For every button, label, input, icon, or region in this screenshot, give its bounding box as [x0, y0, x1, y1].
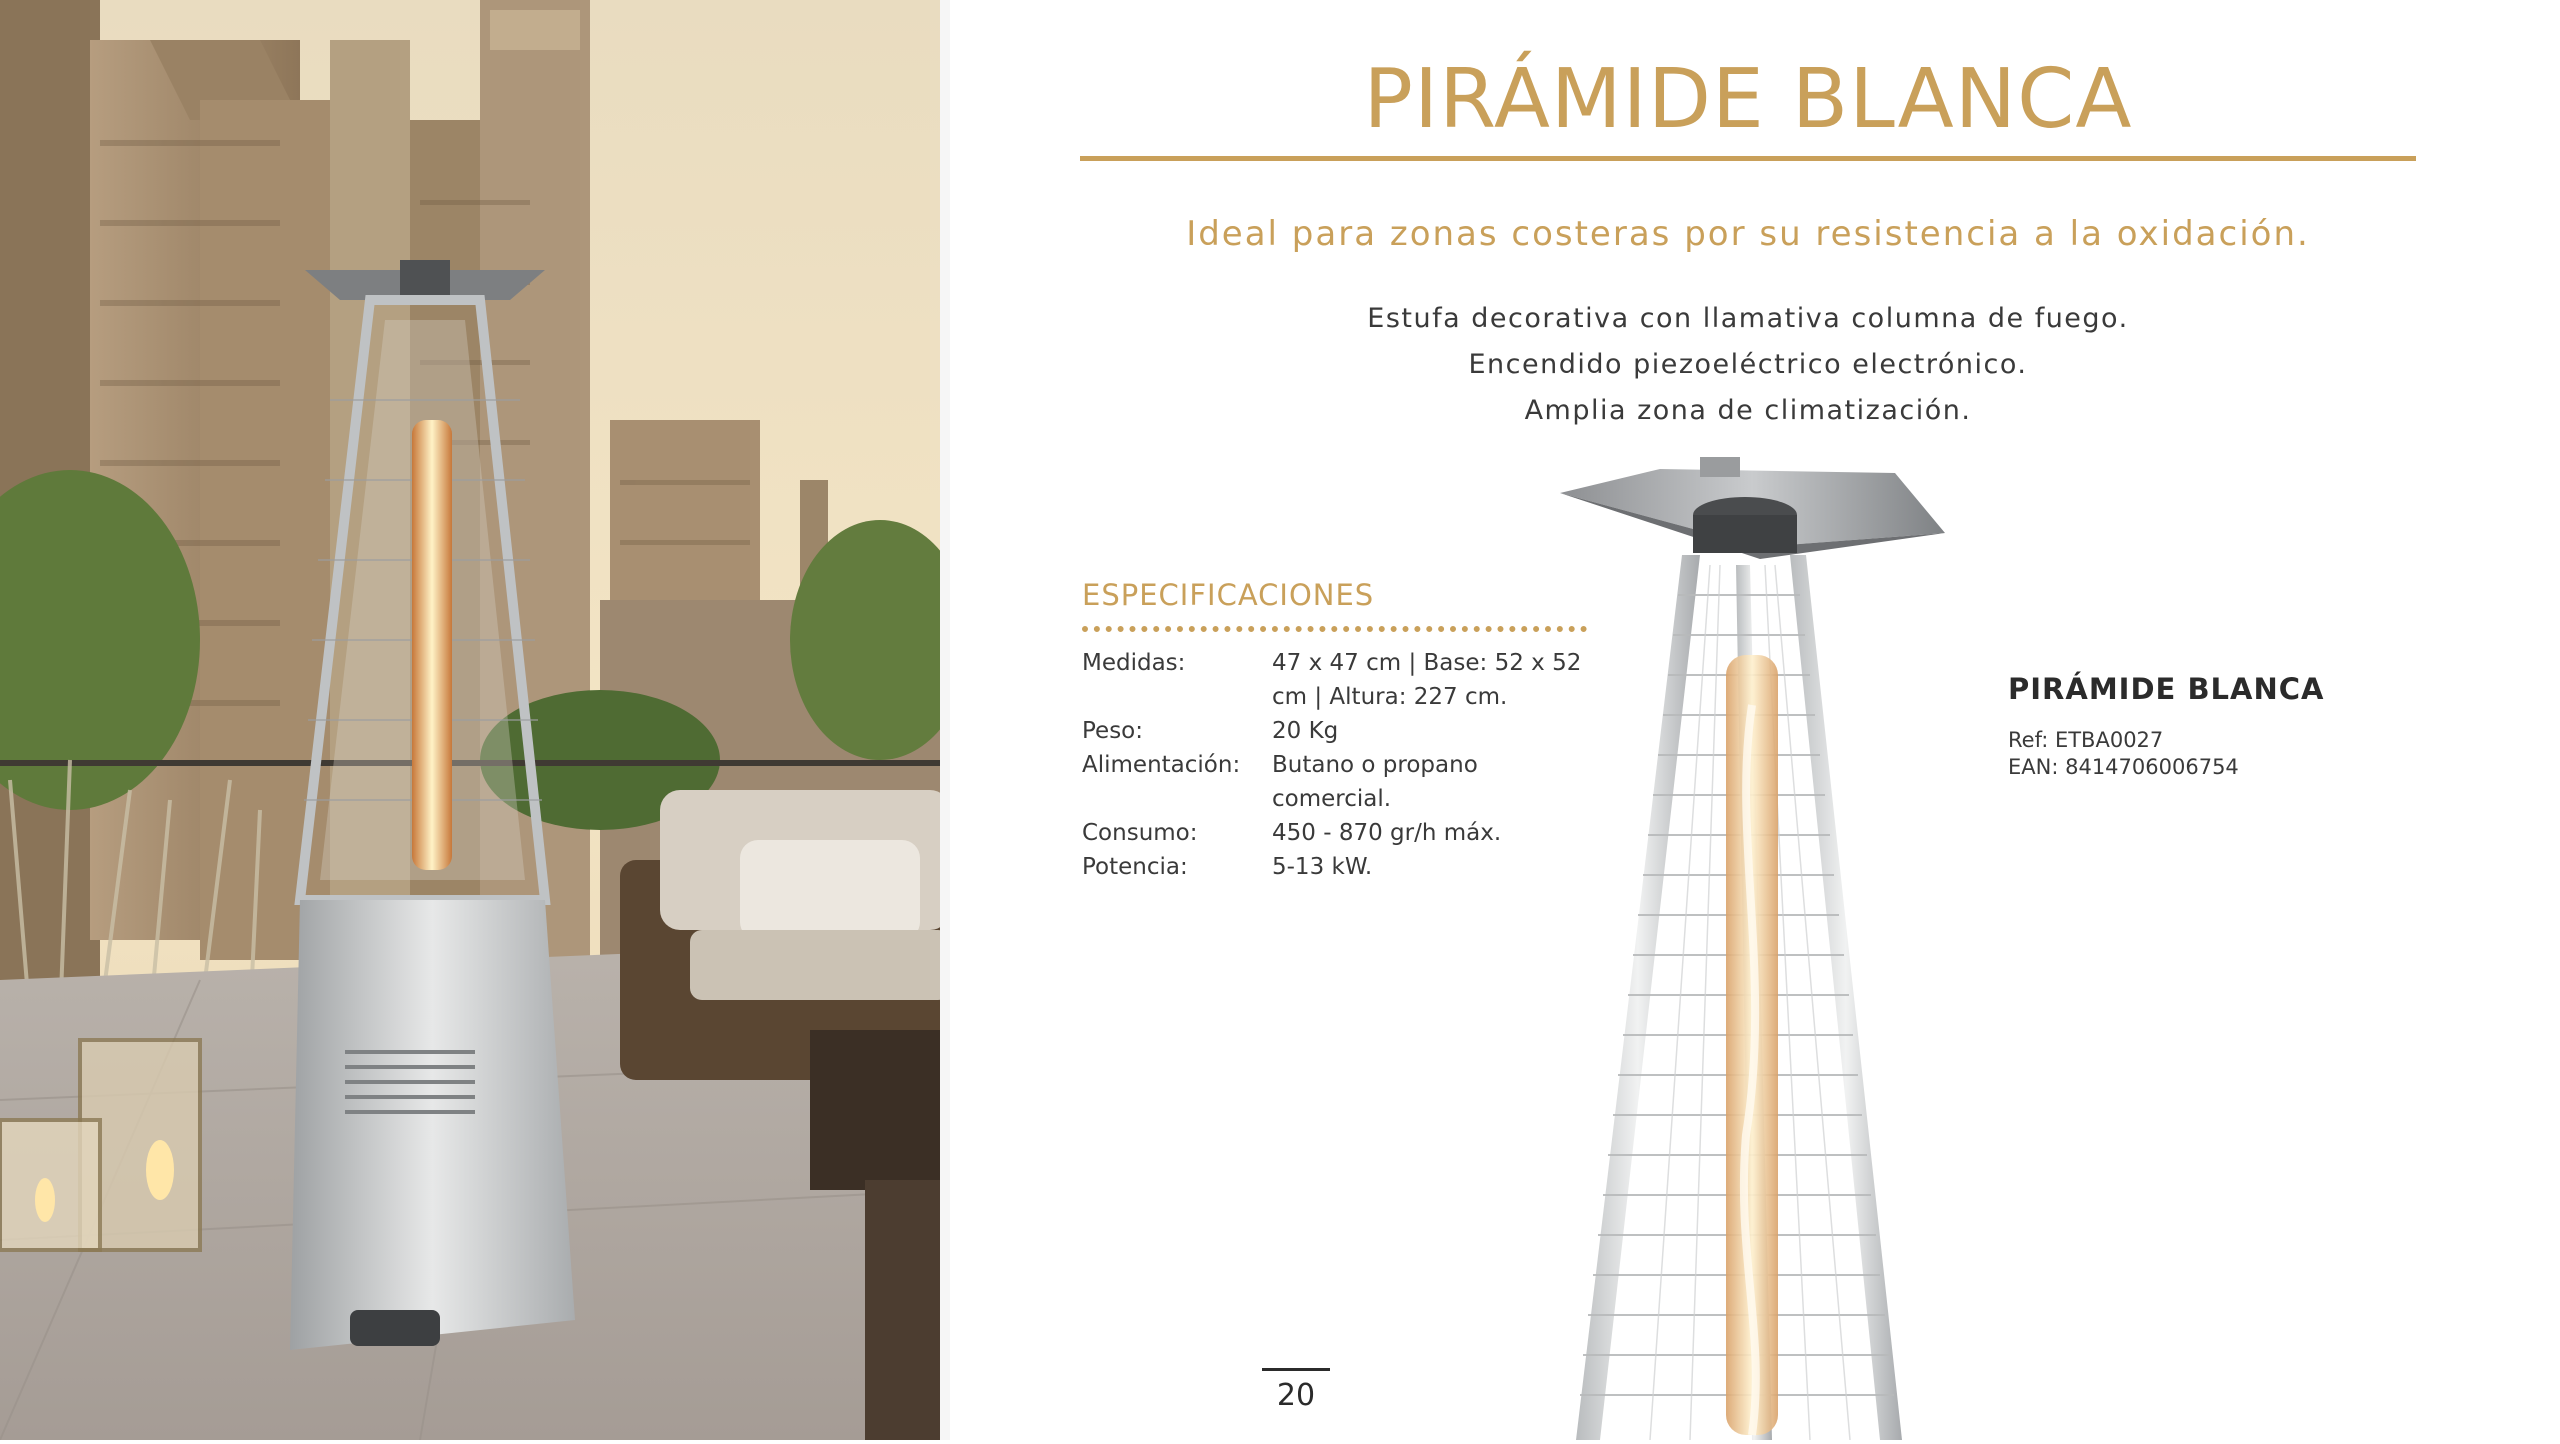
spec-row	[1082, 646, 1602, 714]
spec-label: Peso:	[1082, 718, 1144, 744]
feature-item: Encendido piezoeléctrico electrónico.	[1468, 349, 2028, 380]
spec-row	[1082, 816, 1602, 850]
spec-value: 5-13 kW.	[1272, 854, 1373, 880]
subtitle: Ideal para zonas costeras por su resistencia a la oxidación.	[1186, 214, 2310, 254]
spec-row	[1082, 850, 1602, 884]
feature-item: Amplia zona de climatización.	[1524, 395, 1972, 426]
title-divider	[1080, 156, 2416, 161]
spec-label: Consumo:	[1082, 820, 1198, 846]
spec-row	[1082, 748, 1602, 816]
specs-dotted-divider	[1082, 620, 1587, 632]
feature-item: Estufa decorativa con llamativa columna de fuego.	[1367, 303, 2129, 334]
spec-value: 47 x 47 cm | Base: 52 x 52 cm | Altura: 227 cm.	[1272, 650, 1582, 710]
product-ean: EAN: 8414706006754	[2008, 755, 2239, 779]
page-title: PIRÁMIDE BLANCA	[1363, 52, 2133, 147]
spec-value: 450 - 870 gr/h máx.	[1272, 820, 1502, 846]
terrace-photo	[0, 0, 950, 1440]
product-image	[1560, 455, 1980, 1440]
spec-label: Medidas:	[1082, 650, 1186, 676]
spec-label: Alimentación:	[1082, 752, 1241, 778]
page-number: 20	[1276, 1378, 1316, 1413]
product-codes	[2008, 727, 2239, 781]
specs-table	[1082, 646, 1602, 884]
feature-list	[1080, 296, 2416, 434]
page-number-rule	[1262, 1368, 1330, 1371]
spec-row	[1082, 714, 1602, 748]
specs-heading: ESPECIFICACIONES	[1082, 578, 1375, 612]
product-ref: Ref: ETBA0027	[2008, 728, 2164, 752]
product-name: PIRÁMIDE BLANCA	[2008, 672, 2325, 706]
spec-label: Potencia:	[1082, 854, 1188, 880]
spec-value: 20 Kg	[1272, 718, 1339, 744]
spec-value: Butano o propano comercial.	[1272, 752, 1478, 812]
